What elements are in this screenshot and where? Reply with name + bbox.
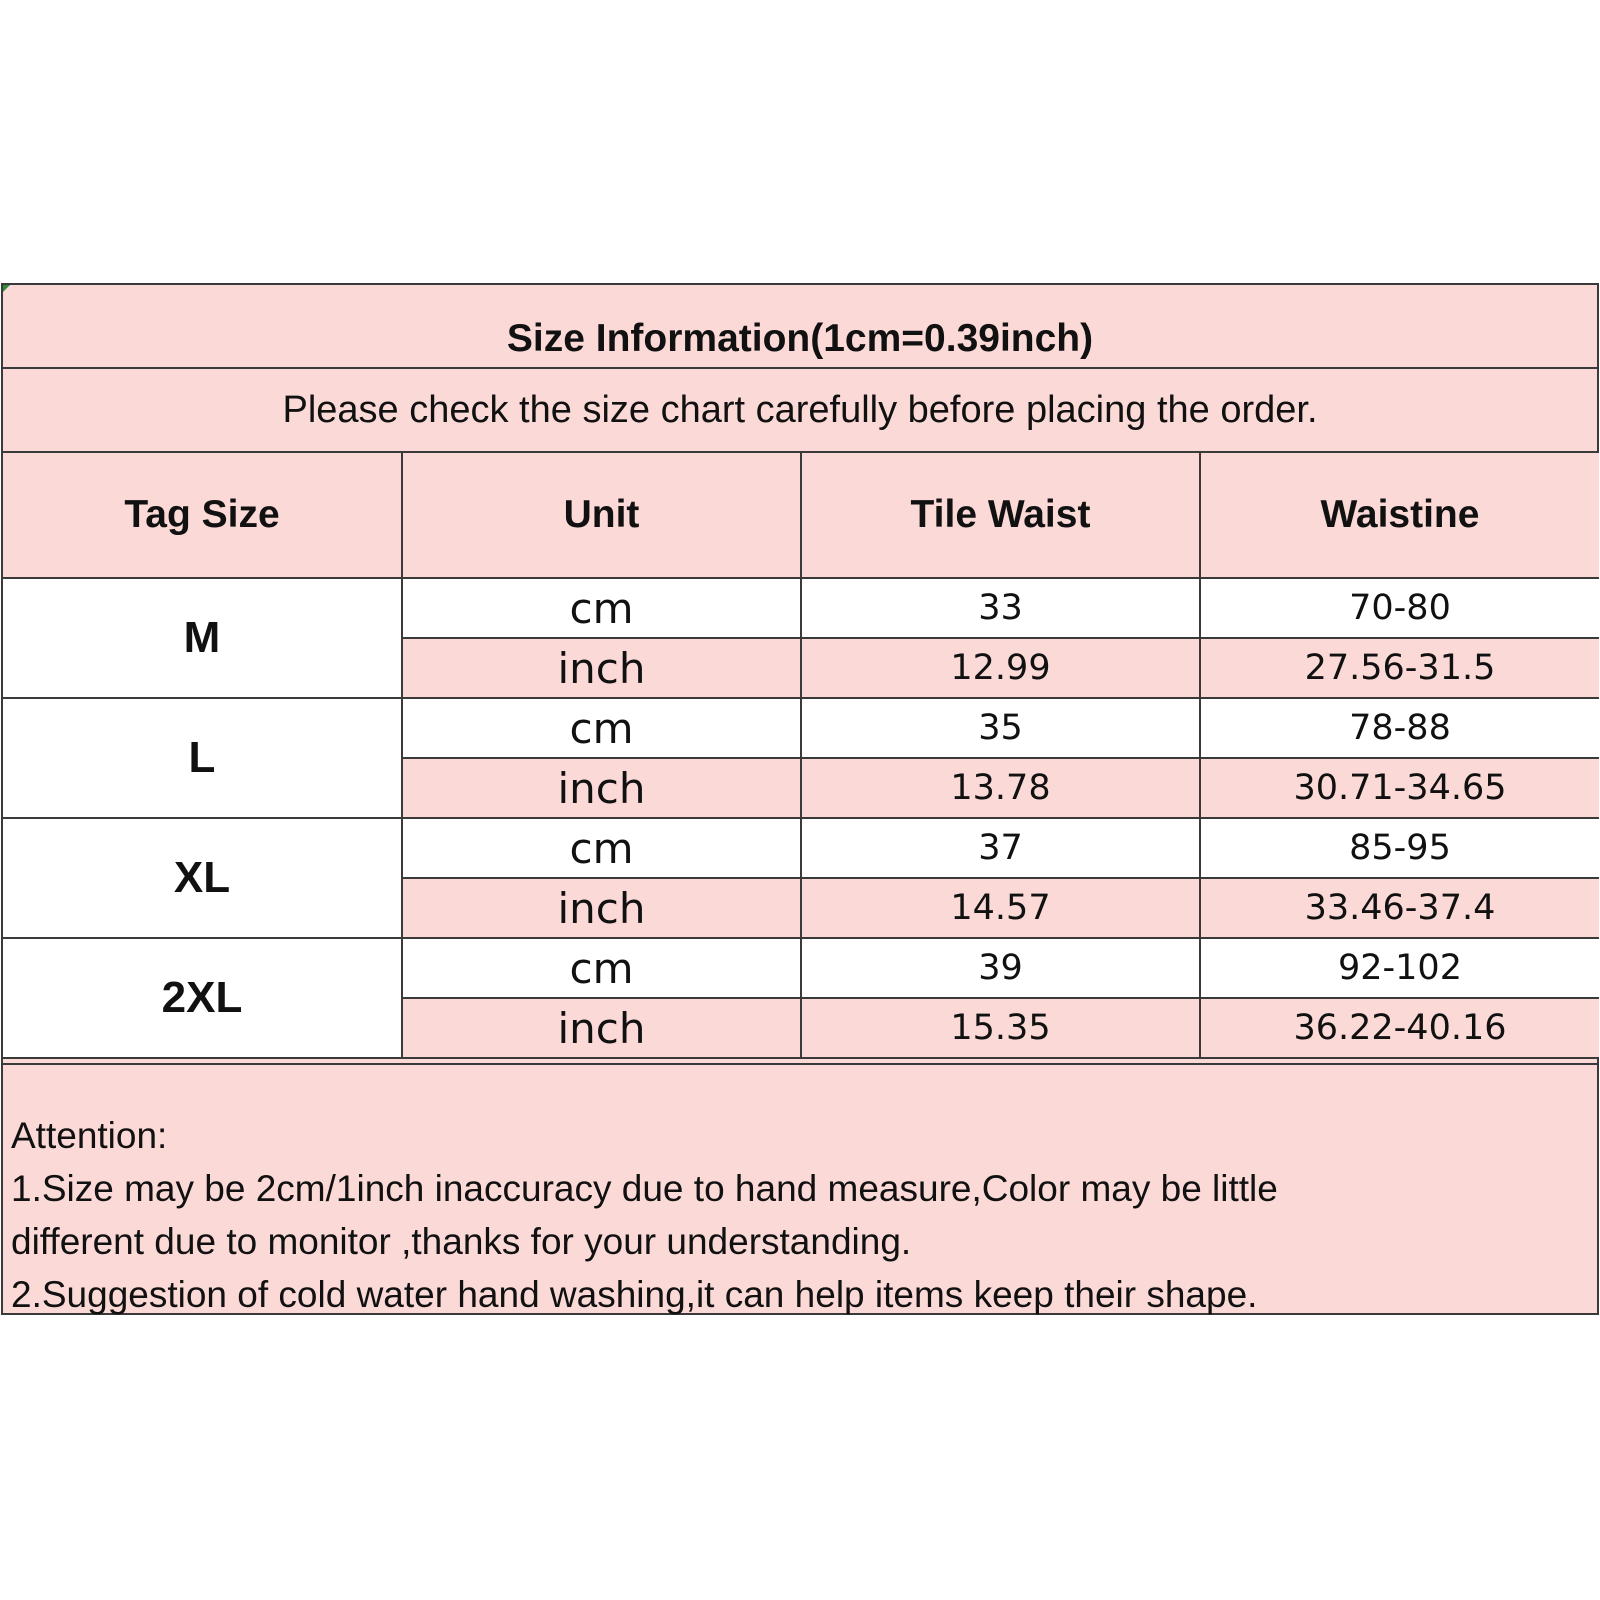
table-row [3,698,1599,758]
column-header-tag-size: Tag Size [3,453,402,578]
size-table [3,453,1599,1059]
tile-waist-cell: 12.99 [801,638,1200,698]
waistine-cell: 33.46-37.4 [1200,878,1599,938]
unit-cell: cm [402,938,801,998]
table-row [3,818,1599,878]
unit-cell: inch [402,878,801,938]
tile-waist-cell: 39 [801,938,1200,998]
tile-waist-cell: 37 [801,818,1200,878]
waistine-cell: 78-88 [1200,698,1599,758]
size-chart [1,283,1599,1315]
waistine-cell: 85-95 [1200,818,1599,878]
tag-size-cell: L [3,698,402,818]
table-row [3,578,1599,638]
unit-cell: cm [402,578,801,638]
table-header-row [3,453,1599,578]
tile-waist-cell: 14.57 [801,878,1200,938]
unit-cell: cm [402,818,801,878]
tile-waist-cell: 13.78 [801,758,1200,818]
column-header-tile-waist: Tile Waist [801,453,1200,578]
column-header-waistine: Waistine [1200,453,1599,578]
notes-line: 2.Suggestion of cold water hand washing,it can help items keep their shape. [11,1274,1258,1315]
tag-size-cell: M [3,578,402,698]
tag-size-cell: 2XL [3,938,402,1058]
waistine-cell: 92-102 [1200,938,1599,998]
waistine-cell: 36.22-40.16 [1200,998,1599,1058]
tile-waist-cell: 15.35 [801,998,1200,1058]
notes-heading: Attention: [11,1115,168,1156]
tile-waist-cell: 33 [801,578,1200,638]
chart-title: Size Information(1cm=0.39inch) [3,285,1597,369]
tag-size-cell: XL [3,818,402,938]
notes-line: different due to monitor ,thanks for your understanding. [11,1221,912,1262]
table-row [3,938,1599,998]
notes-line: 1.Size may be 2cm/1inch inaccuracy due to hand measure,Color may be little [11,1168,1278,1209]
chart-subtitle: Please check the size chart carefully before placing the order. [3,369,1597,453]
unit-cell: cm [402,698,801,758]
tile-waist-cell: 35 [801,698,1200,758]
waistine-cell: 30.71-34.65 [1200,758,1599,818]
waistine-cell: 27.56-31.5 [1200,638,1599,698]
waistine-cell: 70-80 [1200,578,1599,638]
unit-cell: inch [402,758,801,818]
unit-cell: inch [402,638,801,698]
attention-notes [3,1063,1597,1313]
column-header-unit: Unit [402,453,801,578]
unit-cell: inch [402,998,801,1058]
